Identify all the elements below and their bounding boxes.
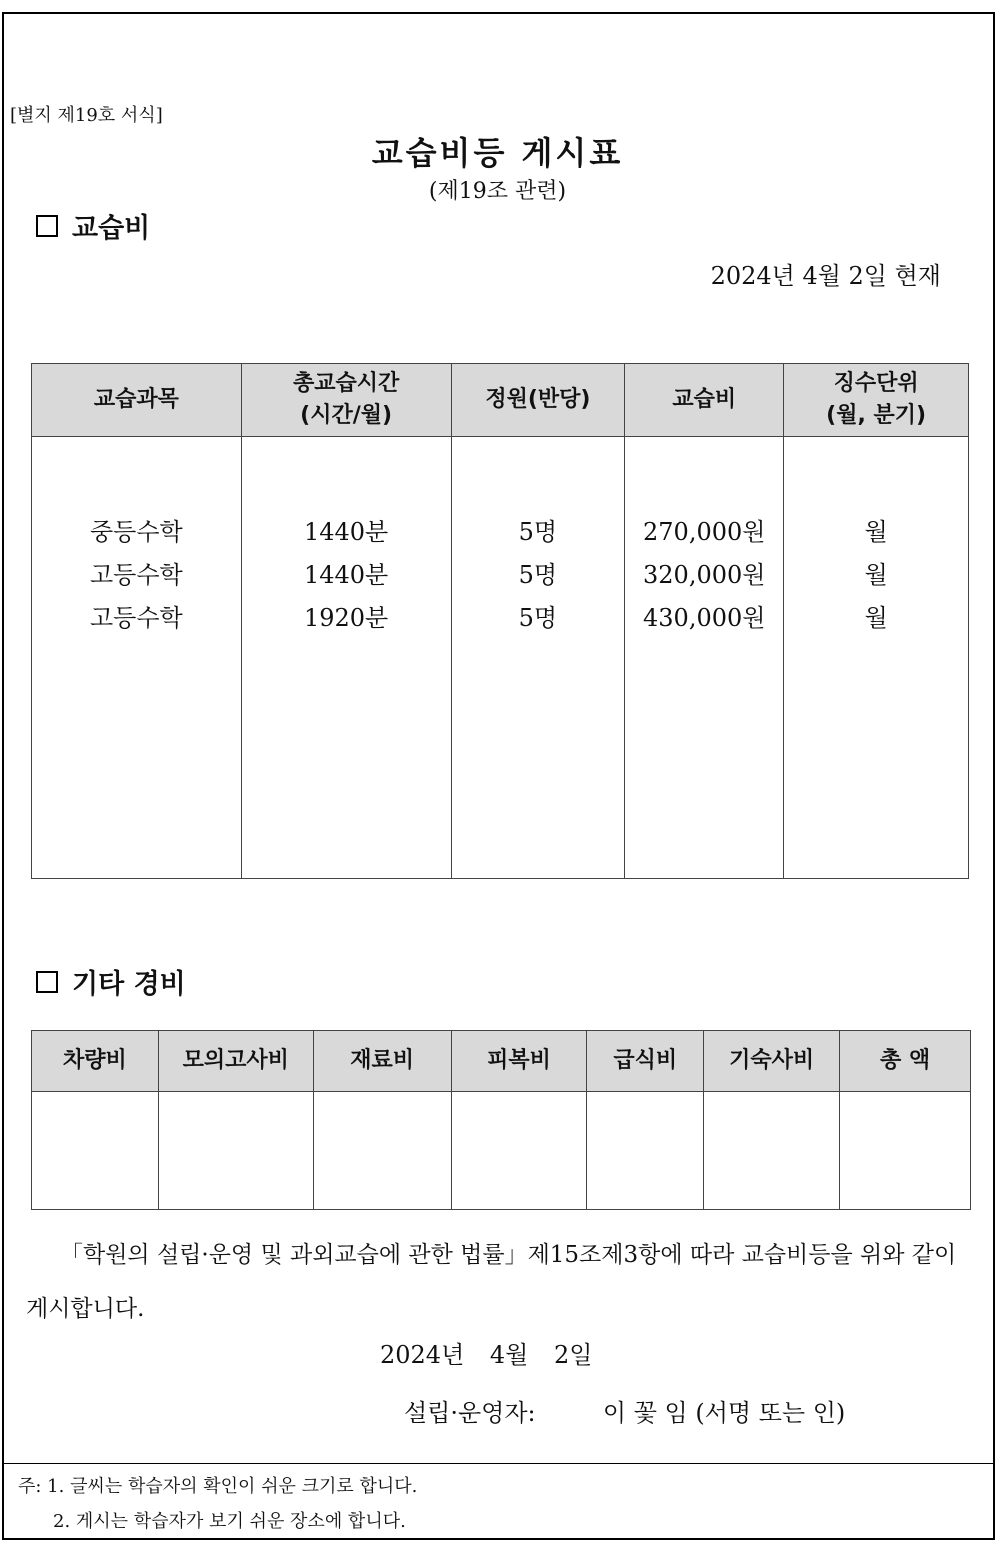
section-tuition-label: 교습비: [72, 213, 151, 244]
tuition-cell: 430,000원: [643, 604, 766, 632]
tuition-cell: 320,000원: [643, 561, 766, 589]
operator-line: [404, 1393, 845, 1428]
section-expense-heading: [36, 962, 186, 1001]
tuition-header-col-1: 총교습시간 (시간/월): [241, 364, 451, 437]
expense-cell-4: [587, 1092, 704, 1210]
tuition-cell: 월: [864, 561, 888, 589]
tuition-cell: 1920분: [303, 604, 389, 632]
operator-name: 이 꽃 임 (서명 또는 인): [602, 1399, 846, 1427]
expense-header-col-2: 재료비: [313, 1031, 451, 1092]
statement-paragraph: 「학원의 설립·운영 및 과외교습에 관한 법률」제15조제3항에 따라 교습비등을 위와 같이 게시합니다.: [26, 1242, 957, 1322]
checkbox-square-icon: [36, 215, 58, 237]
note-1: 주: 1. 글씨는 학습자의 확인이 쉬운 크기로 합니다.: [18, 1476, 418, 1497]
notes-divider: [2, 1463, 993, 1464]
document-title: 교습비등 게시표: [371, 134, 624, 172]
section-expense-label: 기타 경비: [72, 969, 186, 1000]
note-2: 2. 게시는 학습자가 보기 쉬운 장소에 합니다.: [53, 1511, 406, 1532]
tuition-cell: 중등수학: [89, 518, 183, 546]
tuition-header-col-2: 정원(반당): [451, 364, 625, 437]
tuition-cell: 고등수학: [89, 604, 183, 632]
tuition-table-body: [32, 437, 969, 879]
expense-header-col-6: 총 액: [840, 1031, 971, 1092]
tuition-cell: 1440분: [303, 561, 389, 589]
tuition-cell: 5명: [518, 518, 558, 546]
tuition-col-0: [32, 437, 242, 879]
expense-table-header: [32, 1031, 971, 1092]
tuition-table-header: [32, 364, 969, 437]
tuition-col-4: [784, 437, 969, 879]
tuition-cell: 1440분: [303, 518, 389, 546]
tuition-header-col-4: 징수단위 (월, 분기): [784, 364, 969, 437]
expense-cell-0: [32, 1092, 159, 1210]
as-of-date: 2024년 4월 2일 현재: [710, 262, 941, 290]
expense-header-col-4: 급식비: [587, 1031, 704, 1092]
section-tuition-heading: [36, 206, 150, 245]
expense-cell-6: [840, 1092, 971, 1210]
expense-header-col-3: 피복비: [451, 1031, 587, 1092]
tuition-cell: 5명: [518, 561, 558, 589]
tuition-header-col-3: 교습비: [625, 364, 784, 437]
expense-header-col-5: 기숙사비: [704, 1031, 840, 1092]
signature-date: 2024년 4월 2일: [380, 1341, 593, 1369]
tuition-col-1: [241, 437, 451, 879]
document-subtitle: (제19조 관련): [428, 179, 567, 204]
tuition-col-2: [451, 437, 625, 879]
tuition-cell: 고등수학: [89, 561, 183, 589]
checkbox-square-icon: [36, 971, 58, 993]
expense-header-col-1: 모의고사비: [158, 1031, 313, 1092]
expense-cell-5: [704, 1092, 840, 1210]
expense-cell-2: [313, 1092, 451, 1210]
tuition-table: [31, 363, 969, 879]
form-number: [별지 제19호 서식]: [10, 105, 163, 126]
tuition-cell: 5명: [518, 604, 558, 632]
tuition-cell: 270,000원: [643, 518, 766, 546]
tuition-cell: 월: [864, 518, 888, 546]
tuition-cell: 월: [864, 604, 888, 632]
expense-cell-1: [158, 1092, 313, 1210]
expense-header-col-0: 차량비: [32, 1031, 159, 1092]
tuition-header-col-0: 교습과목: [32, 364, 242, 437]
expense-cell-3: [451, 1092, 587, 1210]
operator-label: 설립·운영자:: [404, 1399, 536, 1427]
tuition-col-3: [625, 437, 784, 879]
expense-table-body: [32, 1092, 971, 1210]
expense-table: [31, 1030, 971, 1210]
